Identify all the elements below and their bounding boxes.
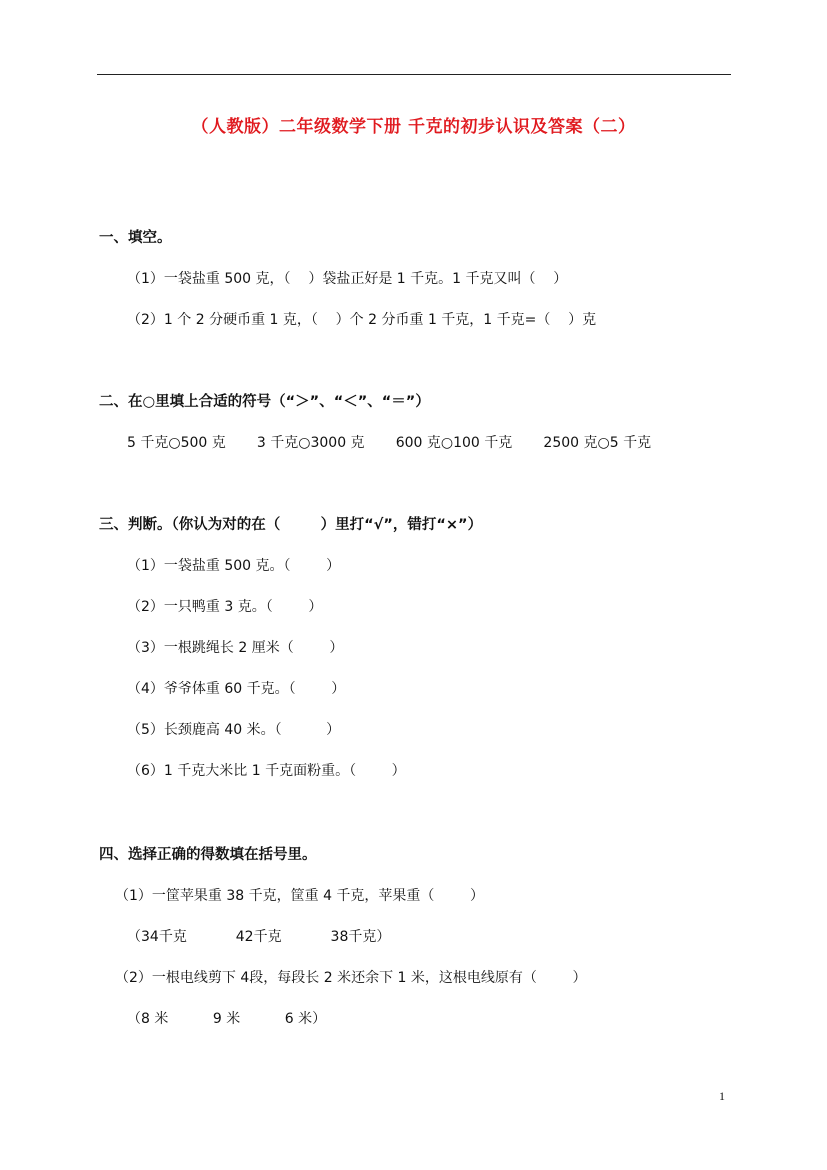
answer-options: （34千克 42千克 38千克）: [127, 929, 391, 945]
question-line: 5 千克○500 克 3 千克○3000 克 600 克○100 千克 2500 克○5 千克: [127, 435, 652, 451]
page-number: 1: [719, 1089, 725, 1103]
question-line: （6）1 千克大米比 1 千克面粉重。（ ）: [127, 763, 406, 779]
answer-options: （8 米 9 米 6 米）: [127, 1011, 327, 1027]
question-line: （4）爷爷体重 60 千克。（ ）: [127, 681, 346, 697]
question-line: （2）1 个 2 分硬币重 1 克，（ ）个 2 分币重 1 千克，1 千克=（ ）克: [127, 312, 597, 328]
section-heading-3: 三、判断。（你认为对的在（ ）里打“√”，错打“×”）: [99, 517, 483, 533]
question-line: （5）长颈鹿高 40 米。（ ）: [127, 722, 341, 738]
question-line: （1）一袋盐重 500 克，（ ）袋盐正好是 1 千克。1 千克又叫（ ）: [127, 271, 568, 287]
question-line: （2）一只鸭重 3 克。（ ）: [127, 599, 323, 615]
section-heading-4: 四、选择正确的得数填在括号里。: [99, 847, 317, 863]
question-line: （1）一袋盐重 500 克。（ ）: [127, 558, 341, 574]
section-heading-2: 二、在○里填上合适的符号（“＞”、“＜”、“＝”）: [99, 394, 430, 410]
header-rule: [97, 74, 731, 75]
question-line: （3）一根跳绳长 2 厘米（ ）: [127, 640, 344, 656]
question-line: （1）一筐苹果重 38 千克，筐重 4 千克，苹果重（ ）: [115, 888, 485, 904]
section-heading-1: 一、填空。: [99, 230, 172, 246]
question-line: （2）一根电线剪下 4段，每段长 2 米还余下 1 米，这根电线原有（ ）: [115, 970, 587, 986]
document-title: （人教版）二年级数学下册 千克的初步认识及答案（二）: [191, 117, 636, 137]
